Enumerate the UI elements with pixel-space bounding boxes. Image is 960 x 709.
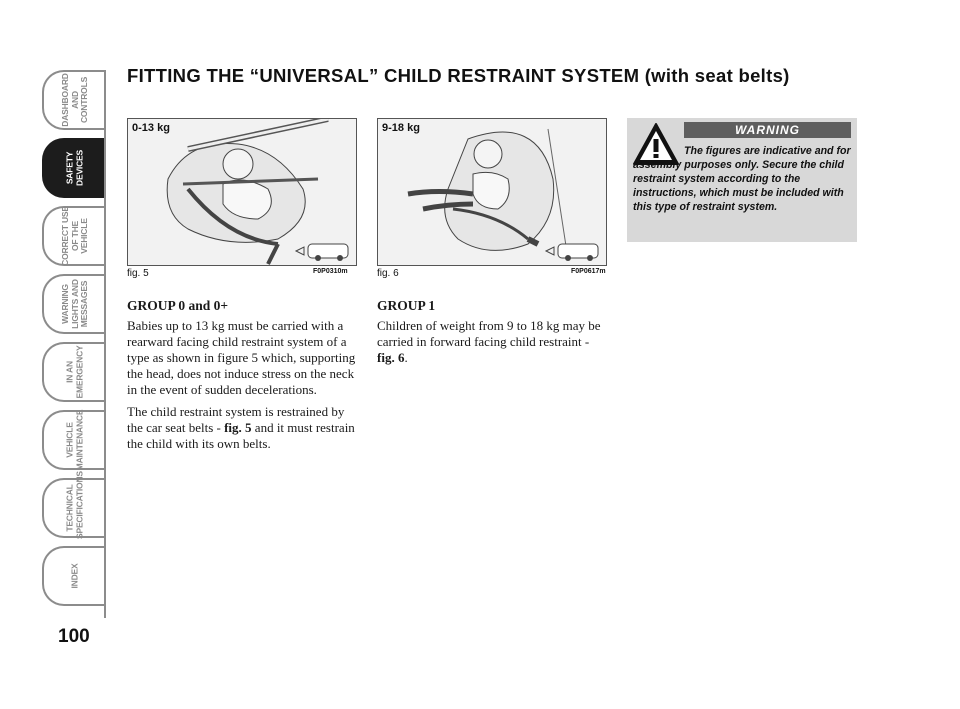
figure-reference: fig. 6	[377, 350, 405, 365]
tab-index[interactable]	[42, 546, 106, 606]
tab-dashboard-and-controls[interactable]	[42, 70, 106, 130]
tab-technical-specifications[interactable]	[42, 471, 106, 539]
tab-safety-devices[interactable]	[42, 138, 106, 198]
group-0-heading: GROUP 0 and 0+	[127, 298, 229, 313]
group-1-heading: GROUP 1	[377, 298, 436, 313]
figure-weight-label: 9-18 kg	[382, 122, 420, 134]
paragraph-text: The child restraint system is restrained by the car seat belts -	[127, 404, 345, 435]
figure-weight-label: 0-13 kg	[132, 122, 170, 134]
tab-correct-use-of-the-vehicle[interactable]	[42, 206, 106, 266]
paragraph-text: .	[404, 350, 408, 365]
tab-label: TECHNICAL SPECIFICATIONS	[64, 471, 84, 539]
warning-box	[627, 118, 857, 242]
paragraph-text: Children of weight from 9 to 18 kg may be carried in forward facing child restraint -	[377, 318, 601, 349]
figure-6-caption: fig. 6	[377, 268, 399, 279]
tab-label: VEHICLE MAINTENANCE	[64, 409, 84, 471]
tab-in-an-emergency[interactable]	[42, 342, 106, 402]
tab-label: CORRECT USE OF THE VEHICLE	[59, 206, 89, 266]
page-title: FITTING THE “UNIVERSAL” CHILD RESTRAINT SYSTEM (with seat belts)	[127, 65, 790, 86]
group-1-section	[377, 298, 607, 372]
group-0-section	[127, 298, 357, 458]
warning-header: WARNING	[684, 122, 851, 138]
rear-facing-seat-drawing	[128, 119, 357, 266]
tab-label: INDEX	[69, 563, 80, 589]
page-number: 100	[58, 626, 90, 647]
paragraph-text: and it must restrain the child with its own belts.	[127, 420, 355, 451]
figure-6-illustration	[377, 118, 607, 266]
forward-facing-seat-drawing	[378, 119, 607, 266]
tab-label: IN AN EMERGENCY	[64, 345, 84, 399]
tab-vehicle-maintenance[interactable]	[42, 410, 106, 470]
tab-warning-lights-and-messages[interactable]	[42, 274, 106, 334]
warning-text: The figures are indicative and for assembly purposes only. Secure the child restraint system according to the instructions, which must be included with this type of restraint system.	[633, 145, 851, 213]
tab-label: WARNING LIGHTS AND MESSAGES	[59, 279, 89, 329]
figure-reference: fig. 5	[224, 420, 252, 435]
tab-label: SAFETY DEVICES	[64, 150, 84, 186]
group-1-paragraph-1	[377, 318, 607, 366]
group-0-paragraph-2	[127, 404, 357, 452]
figure-5-caption: fig. 5	[127, 268, 149, 279]
figure-6-code: F0P0617m	[571, 268, 606, 275]
tab-divider-rule	[104, 70, 106, 618]
tab-label: DASHBOARD AND CONTROLS	[59, 73, 89, 127]
figure-5-code: F0P0310m	[313, 268, 348, 275]
group-0-paragraph-1: Babies up to 13 kg must be carried with a rearward facing child restraint system of a type as shown in figure 5 which, supporting the head, does not induce stress on the neck in the event of sudden decelerations.	[127, 318, 356, 397]
figure-5-illustration	[127, 118, 357, 266]
